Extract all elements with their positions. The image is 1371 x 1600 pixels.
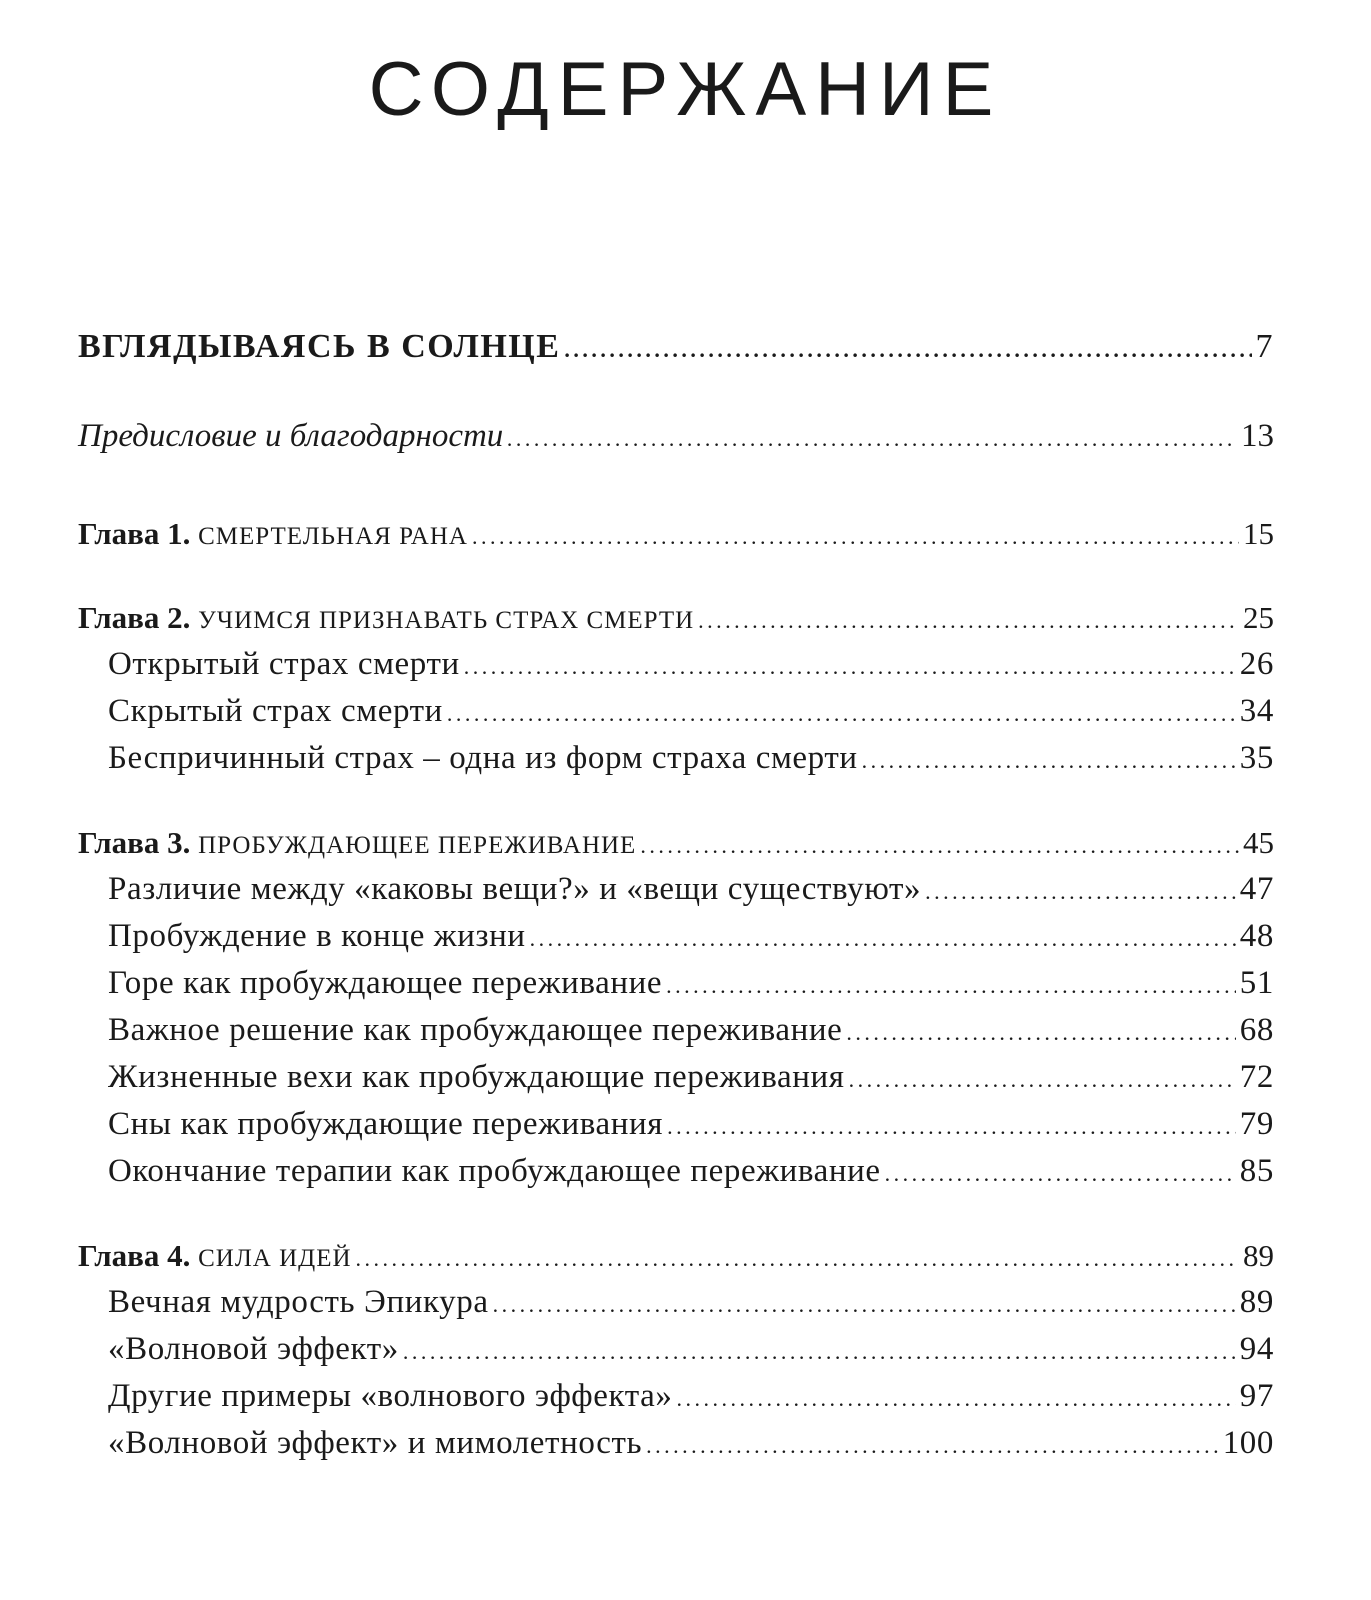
section-label: Сны как пробуждающие переживания <box>108 1106 664 1142</box>
toc-page-number: 35 <box>1239 740 1274 776</box>
toc-page-number: 51 <box>1239 965 1274 1001</box>
section-label: Другие примеры «волнового эффекта» <box>108 1378 673 1414</box>
dot-leader <box>564 328 1251 366</box>
section-label: Окончание терапии как пробуждающее переживание <box>108 1153 881 1189</box>
dot-leader <box>846 1012 1235 1049</box>
dot-leader <box>885 1153 1236 1190</box>
chapter-heading <box>78 516 468 552</box>
section-label: Горе как пробуждающее переживание <box>108 965 663 1001</box>
chapter-title: СМЕРТЕЛЬНАЯ РАНА <box>198 523 468 550</box>
chapter-title: ПРОБУЖДАЮЩЕЕ ПЕРЕЖИВАНИЕ <box>198 832 637 859</box>
toc-section[interactable] <box>78 1331 1274 1378</box>
toc-section[interactable] <box>78 918 1274 965</box>
dot-leader <box>646 1425 1219 1462</box>
section-label: Беспричинный страх – одна из форм страха смерти <box>108 740 858 776</box>
toc-entry-top[interactable] <box>78 328 1274 388</box>
toc-section[interactable] <box>78 1284 1274 1331</box>
chapter-number: Глава 2. <box>78 600 191 635</box>
dot-leader <box>464 646 1236 683</box>
toc-page-number: 72 <box>1239 1059 1274 1095</box>
toc-entry-preface[interactable] <box>78 418 1274 478</box>
toc-page-number: 48 <box>1239 918 1274 954</box>
chapter-number: Глава 3. <box>78 825 191 860</box>
toc-chapter-3[interactable] <box>78 825 1274 871</box>
toc-section[interactable] <box>78 1106 1274 1153</box>
dot-leader <box>472 516 1239 552</box>
toc-entry-label: Предисловие и благодарности <box>78 418 504 454</box>
section-label: Важное решение как пробуждающее переживание <box>108 1012 843 1048</box>
toc-section[interactable] <box>78 740 1274 787</box>
dot-leader <box>667 1106 1236 1143</box>
toc-page-number: 79 <box>1239 1106 1274 1142</box>
toc-chapter-2[interactable] <box>78 600 1274 646</box>
chapter-heading <box>78 825 636 861</box>
toc-page-number: 85 <box>1239 1153 1274 1189</box>
dot-leader <box>925 871 1236 908</box>
toc-page-number: 7 <box>1255 328 1274 365</box>
toc-page-number: 97 <box>1239 1378 1274 1414</box>
page-title: СОДЕРЖАНИЕ <box>368 47 1003 132</box>
toc-section[interactable] <box>78 1012 1274 1059</box>
toc-section[interactable] <box>78 1378 1274 1425</box>
dot-leader <box>403 1331 1236 1368</box>
section-label: Скрытый страх смерти <box>108 693 443 729</box>
section-label: «Волновой эффект» и мимолетность <box>108 1425 643 1461</box>
dot-leader <box>447 693 1236 730</box>
toc-page-number: 13 <box>1241 418 1274 454</box>
dot-leader <box>530 918 1236 955</box>
chapter-title: УЧИМСЯ ПРИЗНАВАТЬ СТРАХ СМЕРТИ <box>198 607 695 634</box>
toc-section[interactable] <box>78 646 1274 693</box>
toc-page-number: 89 <box>1239 1284 1274 1320</box>
section-label: Открытый страх смерти <box>108 646 460 682</box>
section-label: «Волновой эффект» <box>108 1331 399 1367</box>
toc-chapter-1[interactable] <box>78 516 1274 562</box>
toc-section[interactable] <box>78 1425 1274 1472</box>
toc-page-number: 94 <box>1239 1331 1274 1367</box>
toc-section[interactable] <box>78 1153 1274 1200</box>
table-of-contents <box>78 328 1274 1472</box>
dot-leader <box>666 965 1236 1002</box>
dot-leader <box>640 825 1239 861</box>
toc-section[interactable] <box>78 1059 1274 1106</box>
dot-leader <box>493 1284 1236 1321</box>
toc-page-number: 89 <box>1243 1238 1274 1273</box>
toc-page-number: 45 <box>1243 825 1274 860</box>
toc-chapter-4[interactable] <box>78 1238 1274 1284</box>
section-label: Вечная мудрость Эпикура <box>108 1284 489 1320</box>
toc-page-number: 34 <box>1239 693 1274 729</box>
dot-leader <box>507 418 1237 455</box>
toc-page-number: 15 <box>1243 516 1274 551</box>
section-label: Пробуждение в конце жизни <box>108 918 526 954</box>
toc-section[interactable] <box>78 693 1274 740</box>
chapter-heading <box>78 1238 352 1274</box>
toc-page-number: 26 <box>1239 646 1274 682</box>
dot-leader <box>862 740 1236 777</box>
chapter-number: Глава 1. <box>78 516 191 551</box>
section-label: Жизненные вехи как пробуждающие переживания <box>108 1059 845 1095</box>
section-label: Различие между «каковы вещи?» и «вещи существуют» <box>108 871 922 907</box>
chapter-heading <box>78 600 694 636</box>
toc-page-number: 47 <box>1239 871 1274 907</box>
dot-leader <box>356 1238 1239 1274</box>
toc-entry-label: ВГЛЯДЫВАЯСЬ В СОЛНЦЕ <box>78 328 561 365</box>
chapter-title: СИЛА ИДЕЙ <box>198 1245 352 1272</box>
toc-page-number: 100 <box>1222 1425 1274 1461</box>
chapter-number: Глава 4. <box>78 1238 191 1273</box>
toc-page-number: 68 <box>1239 1012 1274 1048</box>
toc-page-number: 25 <box>1243 600 1274 635</box>
dot-leader <box>676 1378 1235 1415</box>
dot-leader <box>698 600 1239 636</box>
toc-section[interactable] <box>78 965 1274 1012</box>
toc-section[interactable] <box>78 871 1274 918</box>
dot-leader <box>849 1059 1236 1096</box>
